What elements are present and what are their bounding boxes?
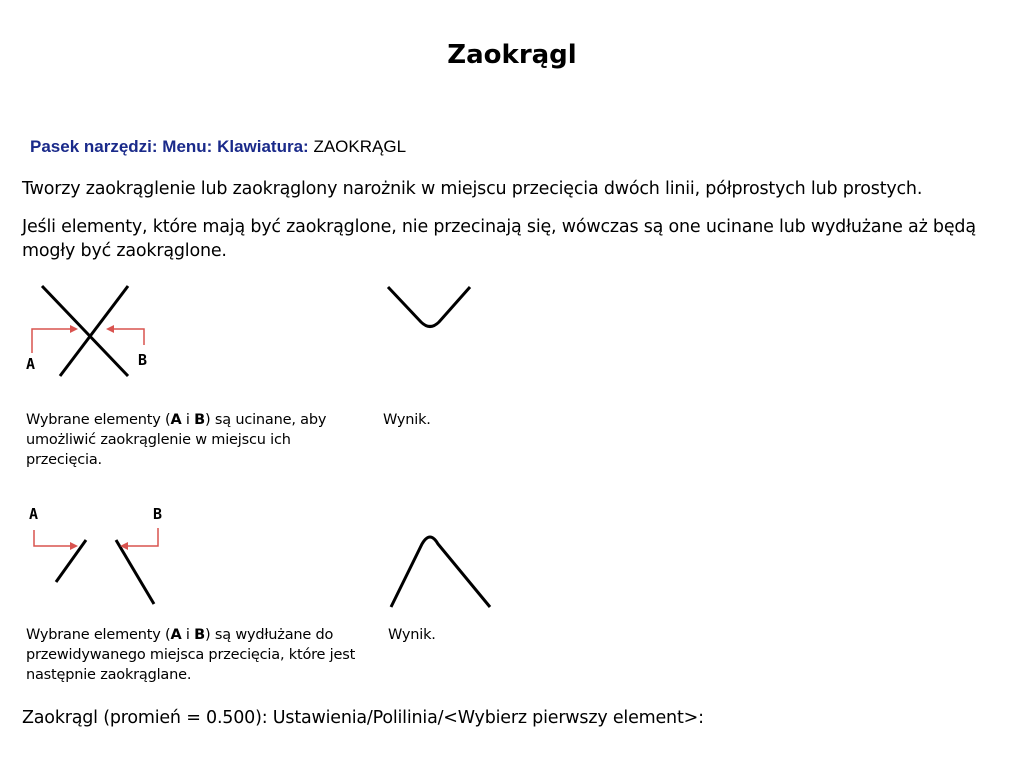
- figure2-line-b: [116, 540, 154, 604]
- figure1-arrowhead-b: [106, 325, 114, 333]
- figure2-arrow-a: [34, 530, 76, 546]
- page-title: Zaokrągl: [447, 40, 577, 70]
- toolbar-label: Pasek narzędzi:: [30, 137, 158, 156]
- figure2-label-a: A: [29, 505, 39, 523]
- keyboard-command: ZAOKRĄGL: [313, 137, 407, 156]
- description-paragraph-2: Jeśli elementy, które mają być zaokrąglone, nie przecinają się, wówczas są one ucinane lub wydłużane aż będą mogły być zaokrąglone.: [22, 217, 976, 261]
- figure2-result-label: Wynik.: [388, 627, 436, 643]
- figure1-caption: Wybrane elementy (A i B) są ucinane, aby umożliwić zaokrąglenie w miejscu ich przecięcia.: [26, 412, 327, 468]
- figure1-arrowhead-a: [70, 325, 78, 333]
- figure2-arrowhead-a: [70, 542, 78, 550]
- figure2-separate-lines-diagram: [20, 500, 180, 610]
- figure1-result-fillet-diagram: [385, 284, 485, 344]
- menu-label: Menu:: [162, 137, 213, 156]
- figure1-label-a: A: [26, 355, 36, 373]
- command-access-line: [30, 137, 406, 157]
- figure2-result-fillet-diagram: [388, 530, 498, 610]
- command-line-prompt: Zaokrągl (promień = 0.500): Ustawienia/Polilinia/<Wybierz pierwszy element>:: [22, 708, 704, 728]
- figure1-arrow-a: [32, 329, 76, 353]
- figure2-result-curve: [391, 537, 490, 607]
- description-paragraph-1: Tworzy zaokrąglenie lub zaokrąglony narożnik w miejscu przecięcia dwóch linii, półprostych lub prostych.: [22, 179, 923, 199]
- figure1-label-b: B: [138, 351, 148, 369]
- figure2-caption: Wybrane elementy (A i B) są wydłużane do przewidywanego miejsca przecięcia, które jest następnie zaokrąglane.: [26, 627, 356, 683]
- keyboard-label: Klawiatura:: [217, 137, 309, 156]
- figure2-label-b: B: [153, 505, 163, 523]
- figure1-result-curve: [388, 287, 470, 327]
- figure1-line-a: [42, 286, 128, 376]
- figure1-crossing-lines-diagram: [20, 283, 180, 383]
- figure1-result-label: Wynik.: [383, 412, 431, 428]
